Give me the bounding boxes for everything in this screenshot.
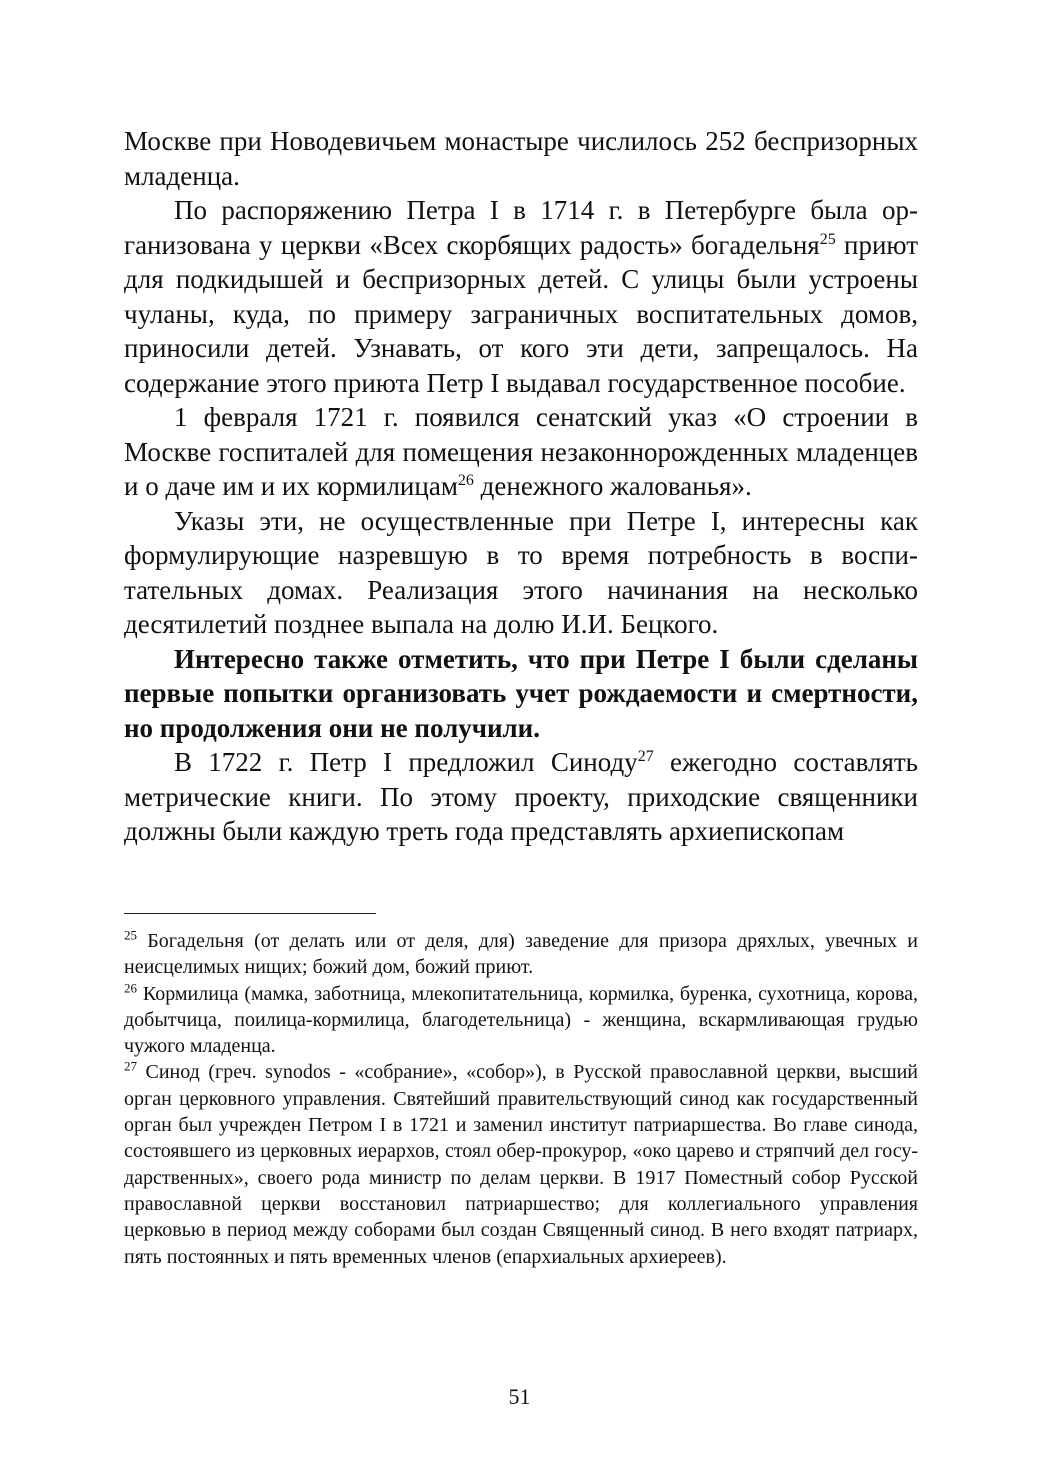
- paragraph-5-text: Интересно также отметить, что при Петре I были сделаны первые попытки организовать учет рождаемости и смертности, но продолжения они не получили.: [124, 643, 918, 743]
- footnote-ref-26[interactable]: 26: [457, 472, 474, 489]
- paragraph-6-text: В 1722 г. Петр I предложил Синоду: [174, 747, 638, 777]
- footnote-divider: [124, 913, 376, 914]
- footnote-25: [124, 928, 918, 981]
- paragraph-3-text: 1 февраля 1721 г. появился сенатский указ «О строении в Москве госпиталей для помещения незаконнорожденных младенцев и о даче им и их кормилицам: [124, 402, 918, 501]
- paragraph-5-bold: [124, 642, 918, 746]
- footnote-text: Богадельня (от делать или от деля, для) заведение для призора дряхлых, увечных и неисцелимых нищих; божий дом, божий приют.: [124, 930, 918, 979]
- paragraph-3-text-cont: денежного жалованья».: [473, 471, 752, 501]
- footnotes: [124, 928, 918, 1270]
- page-number: 51: [508, 1384, 531, 1409]
- footnote-26: [124, 981, 918, 1060]
- footnote-ref-27[interactable]: 27: [637, 748, 654, 765]
- footnote-number: 27: [124, 1058, 137, 1074]
- footnote-ref-25[interactable]: 25: [819, 230, 836, 248]
- paragraph-3: [124, 400, 918, 504]
- paragraph-4-text: Указы эти, не осуществленные при Петре I, интересны как формулирующие назревшую в то время потребность в воспитательных домах. Реализация этого начинания на несколько десятилетий позднее выпала на долю И.И. Бецкого.: [124, 505, 918, 639]
- footnote-number: 25: [124, 927, 137, 943]
- footnote-number: 26: [124, 979, 137, 995]
- paragraph-1-text: Москве при Новодевичьем монастыре числилось 252 беспризорных младенца.: [124, 126, 918, 191]
- footnote-text: Кормилица (мамка, заботница, млекопитательница, кормилка, буренка, сухотница, корова, добытчица, поилица-кормилица, благодетельница) - женщина, вскармливающая грудью чужого младенца.: [124, 982, 918, 1058]
- paragraph-4: [124, 504, 918, 642]
- paragraph-6-text-cont: ежегодно составлять метрические книги. По этому проекту, приходские священники должны были каждую треть года представлять архиепископам: [124, 747, 918, 846]
- paragraph-2-text: По распоряжению Петра I в 1714 г. в Петербурге была организована у церкви «Всех скорбящих радость» богадельня: [124, 195, 918, 260]
- paragraph-6: [124, 745, 918, 849]
- paragraph-1: [124, 124, 918, 193]
- paragraph-2-text-cont: приют для подкидышей и беспризорных детей. С улицы были устроены чуланы, куда, по примеру заграничных воспитательных домов, приносили детей. Узнавать, от кого эти дети, запрещалось. На содержание этого приюта Петр I выдавал государственное пособие.: [124, 229, 919, 398]
- paragraph-2: [124, 193, 918, 400]
- footnote-text: Синод (греч. synodos - «собрание», «собор»), в Русской православной церкви, высший орган церковного управления. Святейший правительствующий синод как государственный орган был учрежден Петром I в 1721 и заменил институт патриаршества. Во главе синода, состоявшего из церковных иерархов, стоял обер-прокурор, «око царево и стряпчий дел государственных», своего рода министр по делам церкви. В 1917 Поместный собор Русской православной церкви восстановил патриаршество; для коллегиального управления церковью в период между соборами был создан Священный синод. В него входят патриарх, пять постоянных и пять временных членов (епархиальных архиереев).: [124, 1061, 918, 1268]
- footnote-27: [124, 1059, 918, 1269]
- main-text: [124, 124, 918, 849]
